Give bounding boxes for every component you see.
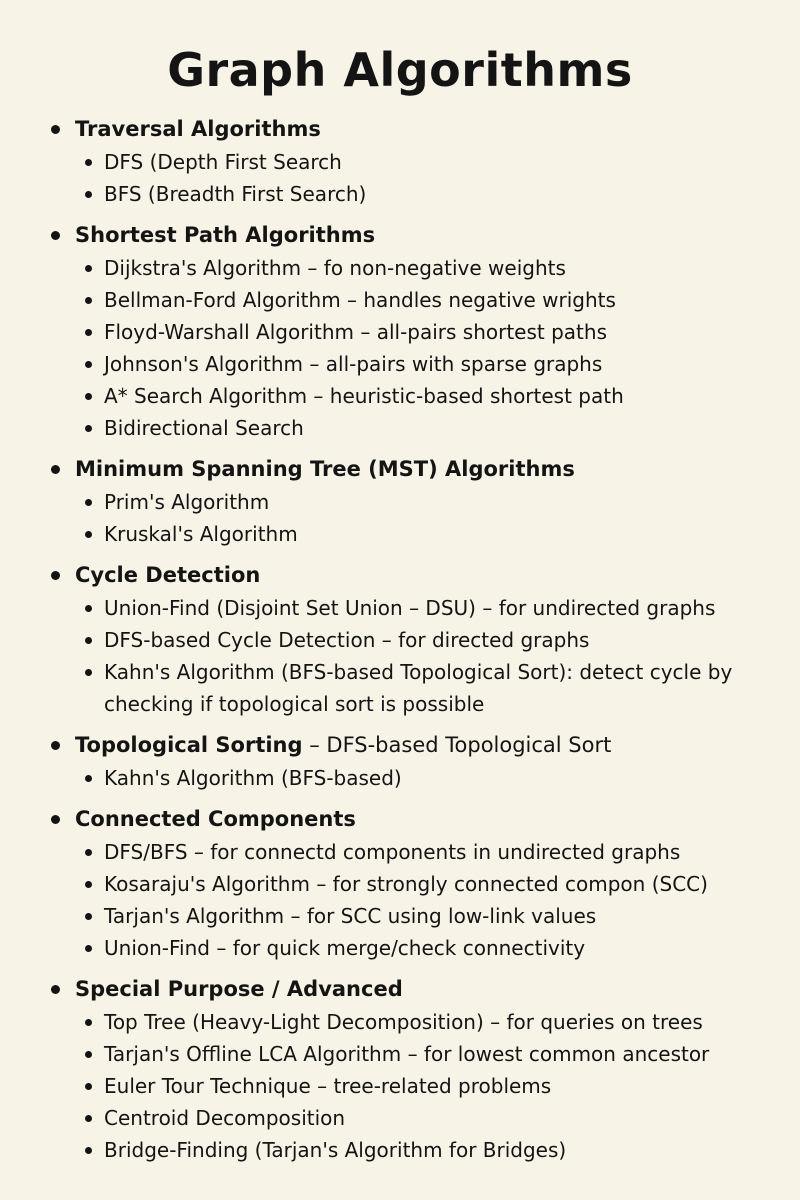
list-item-text: Tarjan's Algorithm – for SCC using low-link values <box>104 904 597 928</box>
list-item <box>75 252 800 284</box>
list-item-text: Prim's Algorithm <box>104 490 270 514</box>
section <box>0 558 800 720</box>
item-list <box>75 146 800 210</box>
list-item <box>75 316 800 348</box>
list-item-text: Bridge-Finding (Tarjan's Algorithm for Bridges) <box>104 1138 567 1162</box>
section-heading <box>75 972 800 1006</box>
list-item-text: Top Tree (Heavy-Light Decomposition) – for queries on trees <box>104 1010 703 1034</box>
section-title: Cycle Detection <box>75 563 261 587</box>
bullet-icon <box>51 231 60 240</box>
list-item-text: Kahn's Algorithm (BFS-based Topological Sort): detect cycle by checking if topological sort is possible <box>104 660 733 716</box>
list-item-text: DFS (Depth First Search <box>104 150 342 174</box>
bullet-icon <box>85 159 92 166</box>
bullet-icon <box>85 1147 92 1154</box>
bullet-icon <box>85 425 92 432</box>
bullet-icon <box>85 605 92 612</box>
bullet-icon <box>51 741 60 750</box>
list-item-text: Bidirectional Search <box>104 416 304 440</box>
bullet-icon <box>85 669 92 676</box>
list-item <box>75 1070 800 1102</box>
item-list <box>75 836 800 964</box>
bullet-icon <box>85 1083 92 1090</box>
list-item-text: Union-Find – for quick merge/check connectivity <box>104 936 586 960</box>
section-title: Special Purpose / Advanced <box>75 977 403 1001</box>
list-item <box>75 518 800 550</box>
section-heading <box>75 112 800 146</box>
list-item <box>75 1102 800 1134</box>
list-item <box>75 146 800 178</box>
item-list <box>75 252 800 444</box>
bullet-icon <box>85 1115 92 1122</box>
bullet-icon <box>85 531 92 538</box>
section-title: Shortest Path Algorithms <box>75 223 376 247</box>
list-item <box>75 348 800 380</box>
list-item <box>75 624 800 656</box>
list-item-text: DFS-based Cycle Detection – for directed graphs <box>104 628 590 652</box>
bullet-icon <box>85 1051 92 1058</box>
bullet-icon <box>85 945 92 952</box>
bullet-icon <box>51 125 60 134</box>
bullet-icon <box>85 775 92 782</box>
list-item <box>75 284 800 316</box>
section-heading <box>75 728 800 762</box>
bullet-icon <box>51 571 60 580</box>
list-item-text: BFS (Breadth First Search) <box>104 182 367 206</box>
section-title: Connected Components <box>75 807 356 831</box>
list-item <box>75 178 800 210</box>
bullet-icon <box>85 637 92 644</box>
list-item-text: DFS/BFS – for connectd components in undirected graphs <box>104 840 681 864</box>
bullet-icon <box>85 191 92 198</box>
section-heading <box>75 802 800 836</box>
section-note: – DFS-based Topological Sort <box>302 733 612 757</box>
item-list <box>75 486 800 550</box>
bullet-icon <box>85 881 92 888</box>
bullet-icon <box>85 297 92 304</box>
section <box>0 728 800 794</box>
list-item-text: Dijkstra's Algorithm – fo non-negative weights <box>104 256 566 280</box>
list-item <box>75 380 800 412</box>
bullet-icon <box>85 499 92 506</box>
section-title: Traversal Algorithms <box>75 117 321 141</box>
section-heading <box>75 452 800 486</box>
page-title: Graph Algorithms <box>167 43 633 97</box>
list-item <box>75 1134 800 1166</box>
list-item-text: A* Search Algorithm – heuristic-based shortest path <box>104 384 624 408</box>
bullet-icon <box>85 329 92 336</box>
list-item-text: Floyd-Warshall Algorithm – all-pairs shortest paths <box>104 320 607 344</box>
list-item <box>75 762 800 794</box>
section <box>0 452 800 550</box>
section <box>0 218 800 444</box>
list-item-text: Bellman-Ford Algorithm – handles negative wrights <box>104 288 616 312</box>
bullet-icon <box>51 815 60 824</box>
list-item <box>75 592 800 624</box>
list-item <box>75 836 800 868</box>
section-list <box>0 112 800 1166</box>
bullet-icon <box>85 1019 92 1026</box>
list-item-text: Kruskal's Algorithm <box>104 522 298 546</box>
list-item-text: Kahn's Algorithm (BFS-based) <box>104 766 402 790</box>
list-item <box>75 486 800 518</box>
list-item <box>75 1038 800 1070</box>
list-item-text: Tarjan's Offline LCA Algorithm – for lowest common ancestor <box>104 1042 710 1066</box>
list-item <box>75 1006 800 1038</box>
list-item-text: Union-Find (Disjoint Set Union – DSU) – for undirected graphs <box>104 596 716 620</box>
item-list <box>75 762 800 794</box>
bullet-icon <box>85 393 92 400</box>
list-item-text: Kosaraju's Algorithm – for strongly connected compon (SCC) <box>104 872 708 896</box>
section <box>0 972 800 1166</box>
section-heading <box>75 218 800 252</box>
bullet-icon <box>51 465 60 474</box>
list-item <box>75 412 800 444</box>
section <box>0 112 800 210</box>
section-heading <box>75 558 800 592</box>
list-item <box>75 900 800 932</box>
bullet-icon <box>85 361 92 368</box>
list-item <box>75 656 800 720</box>
bullet-icon <box>85 849 92 856</box>
item-list <box>75 1006 800 1166</box>
bullet-icon <box>85 265 92 272</box>
section-title: Topological Sorting <box>75 733 303 757</box>
section <box>0 802 800 964</box>
bullet-icon <box>51 985 60 994</box>
section-title: Minimum Spanning Tree (MST) Algorithms <box>75 457 575 481</box>
list-item <box>75 868 800 900</box>
list-item <box>75 932 800 964</box>
list-item-text: Euler Tour Technique – tree-related problems <box>104 1074 552 1098</box>
list-item-text: Johnson's Algorithm – all-pairs with sparse graphs <box>104 352 603 376</box>
list-item-text: Centroid Decomposition <box>104 1106 346 1130</box>
bullet-icon <box>85 913 92 920</box>
item-list <box>75 592 800 720</box>
